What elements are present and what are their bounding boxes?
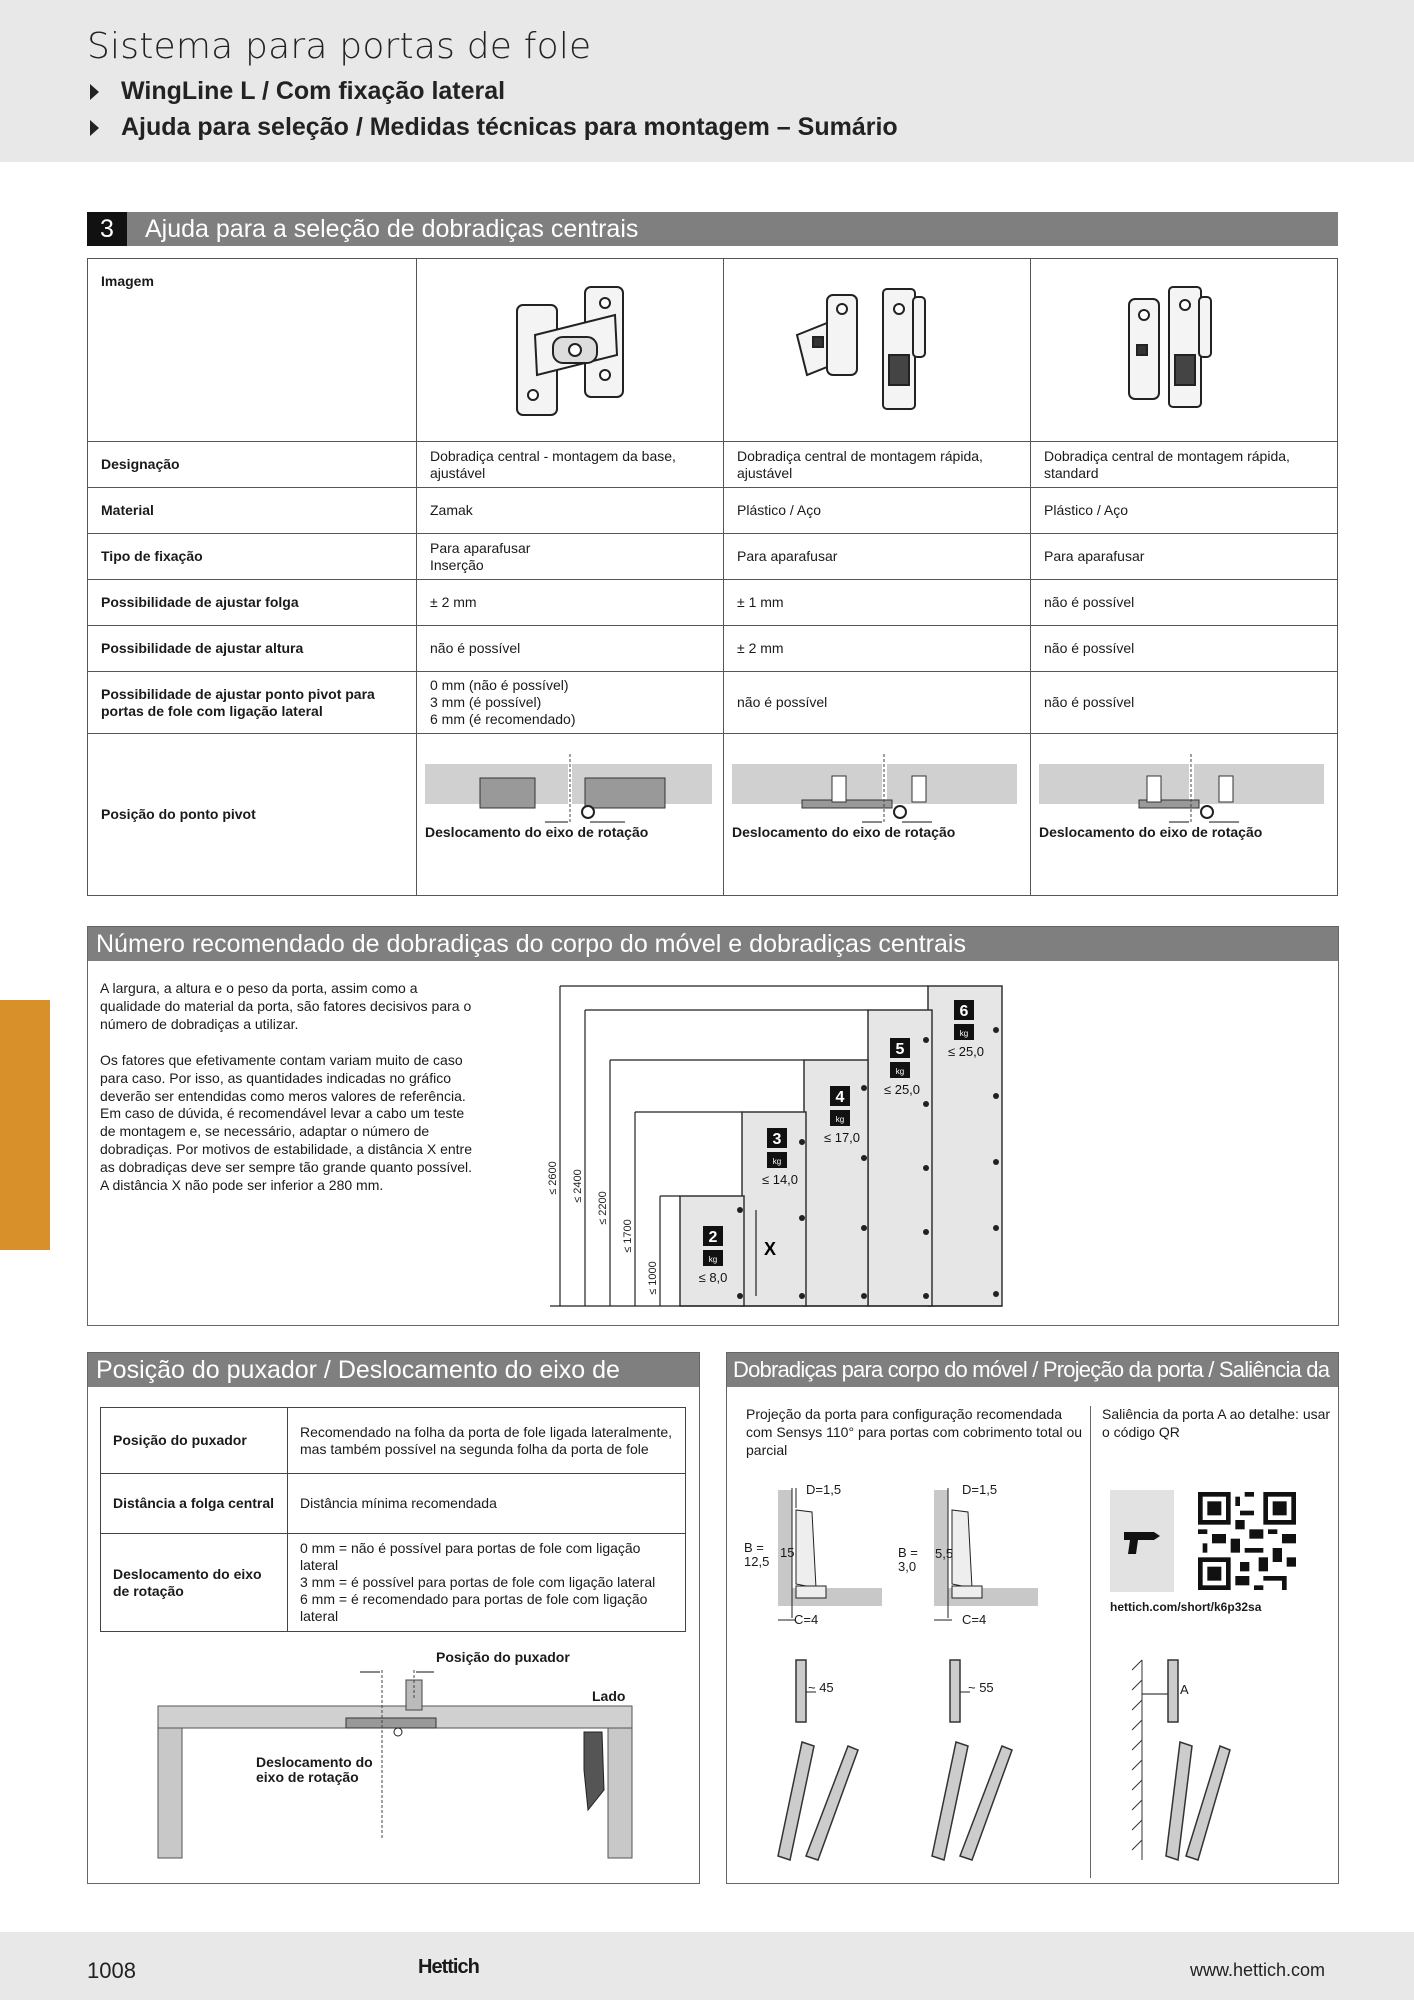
- cell: não é possível: [1031, 672, 1338, 734]
- badge-6-weight: ≤ 25,0: [947, 1044, 985, 1059]
- table-row: [88, 259, 1338, 442]
- cell: não é possível: [724, 672, 1031, 734]
- detail2-side: 5,5: [935, 1546, 954, 1561]
- projection-header: Dobradiças para corpo do móvel / Projeção da porta / Saliência da porta: [727, 1353, 1338, 1387]
- cell: Dobradiça central - montagem da base, ajustável: [417, 442, 724, 488]
- cell: 0 mm = não é possível para portas de fole com ligação lateral 3 mm = é possível para portas de fole com ligação lateral 6 mm = é recomendado para portas de fole com ligação lateral: [288, 1534, 686, 1632]
- hinge-count-header: Número recomendado de dobradiças do corpo do móvel e dobradiças centrais: [88, 927, 1338, 961]
- section3-number: 3: [87, 212, 127, 246]
- qr-code-icon: [1198, 1492, 1296, 1590]
- cell: Zamak: [417, 488, 724, 534]
- hinge-count-para-2: Os fatores que efetivamente contam variam muito de caso para caso. Por isso, as quantidades indicadas no gráfico deverão ser entendidas como meros valores de referência. Em caso de dúvida, é recomendável levar a cabo um teste de montagem e, se necessário, adaptar o número de dobradiças. Por motivos de estabilidade, a distância X entre as dobradiças deve ser sempre tão grande quanto possível. A distância X não pode ser inferior a 280 mm.: [100, 1052, 473, 1193]
- table-row: [88, 488, 1338, 534]
- footer-url[interactable]: www.hettich.com: [1190, 1960, 1326, 1980]
- breadcrumb-1-label: WingLine L / Com fixação lateral: [121, 77, 506, 105]
- detail2-c: C=4: [962, 1612, 987, 1627]
- hinge-count-chart: [530, 978, 1010, 1312]
- diagram-handle-label: Posição do puxador: [436, 1649, 570, 1665]
- hinge-image-3: [1031, 259, 1338, 442]
- weight-icon: kg: [708, 1255, 718, 1264]
- pivot-caption-3: Deslocamento do eixo de rotação: [1039, 824, 1263, 840]
- cell: Recomendado na folha da porta de fole ligada lateralmente, mas também possível na segunda folha da porta de fole: [288, 1408, 686, 1474]
- hinge-image-2: [724, 259, 1031, 442]
- caret-right-icon: [90, 84, 99, 100]
- pivot-diagram-3: [1031, 734, 1338, 896]
- handle-header: Posição do puxador / Deslocamento do eixo de rotação: [88, 1353, 699, 1387]
- pivot-caption-1: Deslocamento do eixo de rotação: [425, 824, 649, 840]
- pivot-caption-2: Deslocamento do eixo de rotação: [732, 824, 956, 840]
- section3-title: Ajuda para a seleção de dobradiças centrais: [145, 215, 639, 243]
- diagram-side-label: Lado: [592, 1688, 626, 1704]
- badge-2-weight: ≤ 8,0: [698, 1270, 728, 1285]
- detail2-d: D=1,5: [962, 1482, 998, 1497]
- row-label: Imagem: [88, 259, 417, 442]
- page-title: Sistema para portas de fole: [87, 26, 592, 67]
- projection-text: Projeção da porta para configuração recomendada com Sensys 110° para portas com cobrimento total ou parcial: [746, 1406, 1083, 1458]
- handle-table: [100, 1407, 686, 1632]
- table-row: [88, 672, 1338, 734]
- cell: não é possível: [1031, 626, 1338, 672]
- row-label: Designação: [88, 442, 417, 488]
- detail1-b: B = 12,5: [744, 1540, 770, 1569]
- table-row: [101, 1534, 686, 1632]
- cell: Para aparafusar Inserção: [417, 534, 724, 580]
- cell: Dobradiça central de montagem rápida, standard: [1031, 442, 1338, 488]
- weight-icon: kg: [959, 1029, 969, 1038]
- diagram-axis-label: Deslocamento do eixo de rotação: [256, 1754, 373, 1785]
- cell: Plástico / Aço: [724, 488, 1031, 534]
- table-row: [88, 534, 1338, 580]
- height-label-4: ≤ 2200: [597, 1191, 609, 1225]
- cell: ± 2 mm: [417, 580, 724, 626]
- cell: Para aparafusar: [1031, 534, 1338, 580]
- cell: Distância mínima recomendada: [288, 1474, 686, 1534]
- overhang-sketch: [1120, 1650, 1280, 1870]
- height-label-2: ≤ 1000: [647, 1261, 659, 1295]
- badge-6-count: 6: [959, 1003, 969, 1020]
- cell: não é possível: [417, 626, 724, 672]
- weight-icon: kg: [772, 1157, 782, 1166]
- caret-right-icon: [90, 120, 99, 136]
- section3-header: [87, 212, 1338, 246]
- cell: não é possível: [1031, 580, 1338, 626]
- drill-icon: [1110, 1490, 1174, 1592]
- cell: Dobradiça central de montagem rápida, ajustável: [724, 442, 1031, 488]
- table-row: [88, 580, 1338, 626]
- badge-5-weight: ≤ 25,0: [883, 1082, 921, 1097]
- row-label: Possibilidade de ajustar folga: [88, 580, 417, 626]
- pivot-diagram-2: [724, 734, 1031, 896]
- breadcrumb-2-label: Ajuda para seleção / Medidas técnicas para montagem – Sumário: [121, 113, 898, 141]
- table-row: [88, 442, 1338, 488]
- table-row: [88, 626, 1338, 672]
- detail1-d: D=1,5: [806, 1482, 842, 1497]
- table-row: [101, 1474, 686, 1534]
- divider: [1090, 1406, 1091, 1878]
- row-label: Tipo de fixação: [88, 534, 417, 580]
- height-label-5: ≤ 2400: [572, 1169, 584, 1203]
- table-row: [101, 1408, 686, 1474]
- hinge-selection-table: [87, 258, 1338, 896]
- badge-4-count: 4: [835, 1089, 845, 1106]
- overhang-a-label: A: [1180, 1682, 1189, 1697]
- pivot-diagram-1: [417, 734, 724, 896]
- cell: Plástico / Aço: [1031, 488, 1338, 534]
- badge-3-weight: ≤ 14,0: [761, 1172, 799, 1187]
- cell: Para aparafusar: [724, 534, 1031, 580]
- badge-4-weight: ≤ 17,0: [823, 1130, 861, 1145]
- qr-url: hettich.com/short/k6p32sa: [1110, 1600, 1262, 1614]
- qr-text: Saliência da porta A ao detalhe: usar o código QR: [1102, 1406, 1331, 1440]
- detail1-c: C=4: [794, 1612, 819, 1627]
- breadcrumb-2: [90, 113, 898, 142]
- row-label: Material: [88, 488, 417, 534]
- page-number: 1008: [87, 1958, 136, 1983]
- projection-detail-2: [896, 1478, 1046, 1628]
- breadcrumb-1: [90, 77, 505, 106]
- weight-icon: kg: [835, 1115, 845, 1124]
- badge-5-count: 5: [895, 1041, 905, 1058]
- cell: ± 2 mm: [724, 626, 1031, 672]
- row-label: Deslocamento do eixo de rotação: [101, 1534, 288, 1632]
- badge-3-count: 3: [772, 1131, 782, 1148]
- weight-icon: kg: [895, 1067, 905, 1076]
- cell: ± 1 mm: [724, 580, 1031, 626]
- row-label: Possibilidade de ajustar ponto pivot para portas de fole com ligação lateral: [88, 672, 417, 734]
- qr-block: [1110, 1490, 1296, 1592]
- cell: 0 mm (não é possível) 3 mm (é possível) 6 mm (é recomendado): [417, 672, 724, 734]
- detail1-side: 15: [780, 1545, 795, 1560]
- height-label-3: ≤ 1700: [622, 1219, 634, 1253]
- table-row: [88, 734, 1338, 896]
- hinge-count-para-1: A largura, a altura e o peso da porta, assim como a qualidade do material da porta, são fatores decisivos para o número de dobradiças a utilizar.: [100, 980, 472, 1032]
- hinge-image-1: [417, 259, 724, 442]
- angle-label-2: ~ 55: [968, 1680, 994, 1695]
- fold-sketches: [740, 1650, 1080, 1870]
- handle-diagram: [150, 1640, 650, 1870]
- row-label: Posição do ponto pivot: [88, 734, 417, 896]
- detail2-b: B = 3,0: [898, 1545, 918, 1574]
- chapter-tab: [0, 1000, 50, 1250]
- brand-logo: Hettich: [418, 1956, 479, 1978]
- x-distance-label: X: [764, 1239, 777, 1259]
- row-label: Posição do puxador: [101, 1408, 288, 1474]
- row-label: Distância a folga central: [101, 1474, 288, 1534]
- row-label: Possibilidade de ajustar altura: [88, 626, 417, 672]
- badge-2-count: 2: [708, 1229, 718, 1246]
- angle-label-1: ~ 45: [808, 1680, 834, 1695]
- height-label-6: ≤ 2600: [547, 1161, 559, 1195]
